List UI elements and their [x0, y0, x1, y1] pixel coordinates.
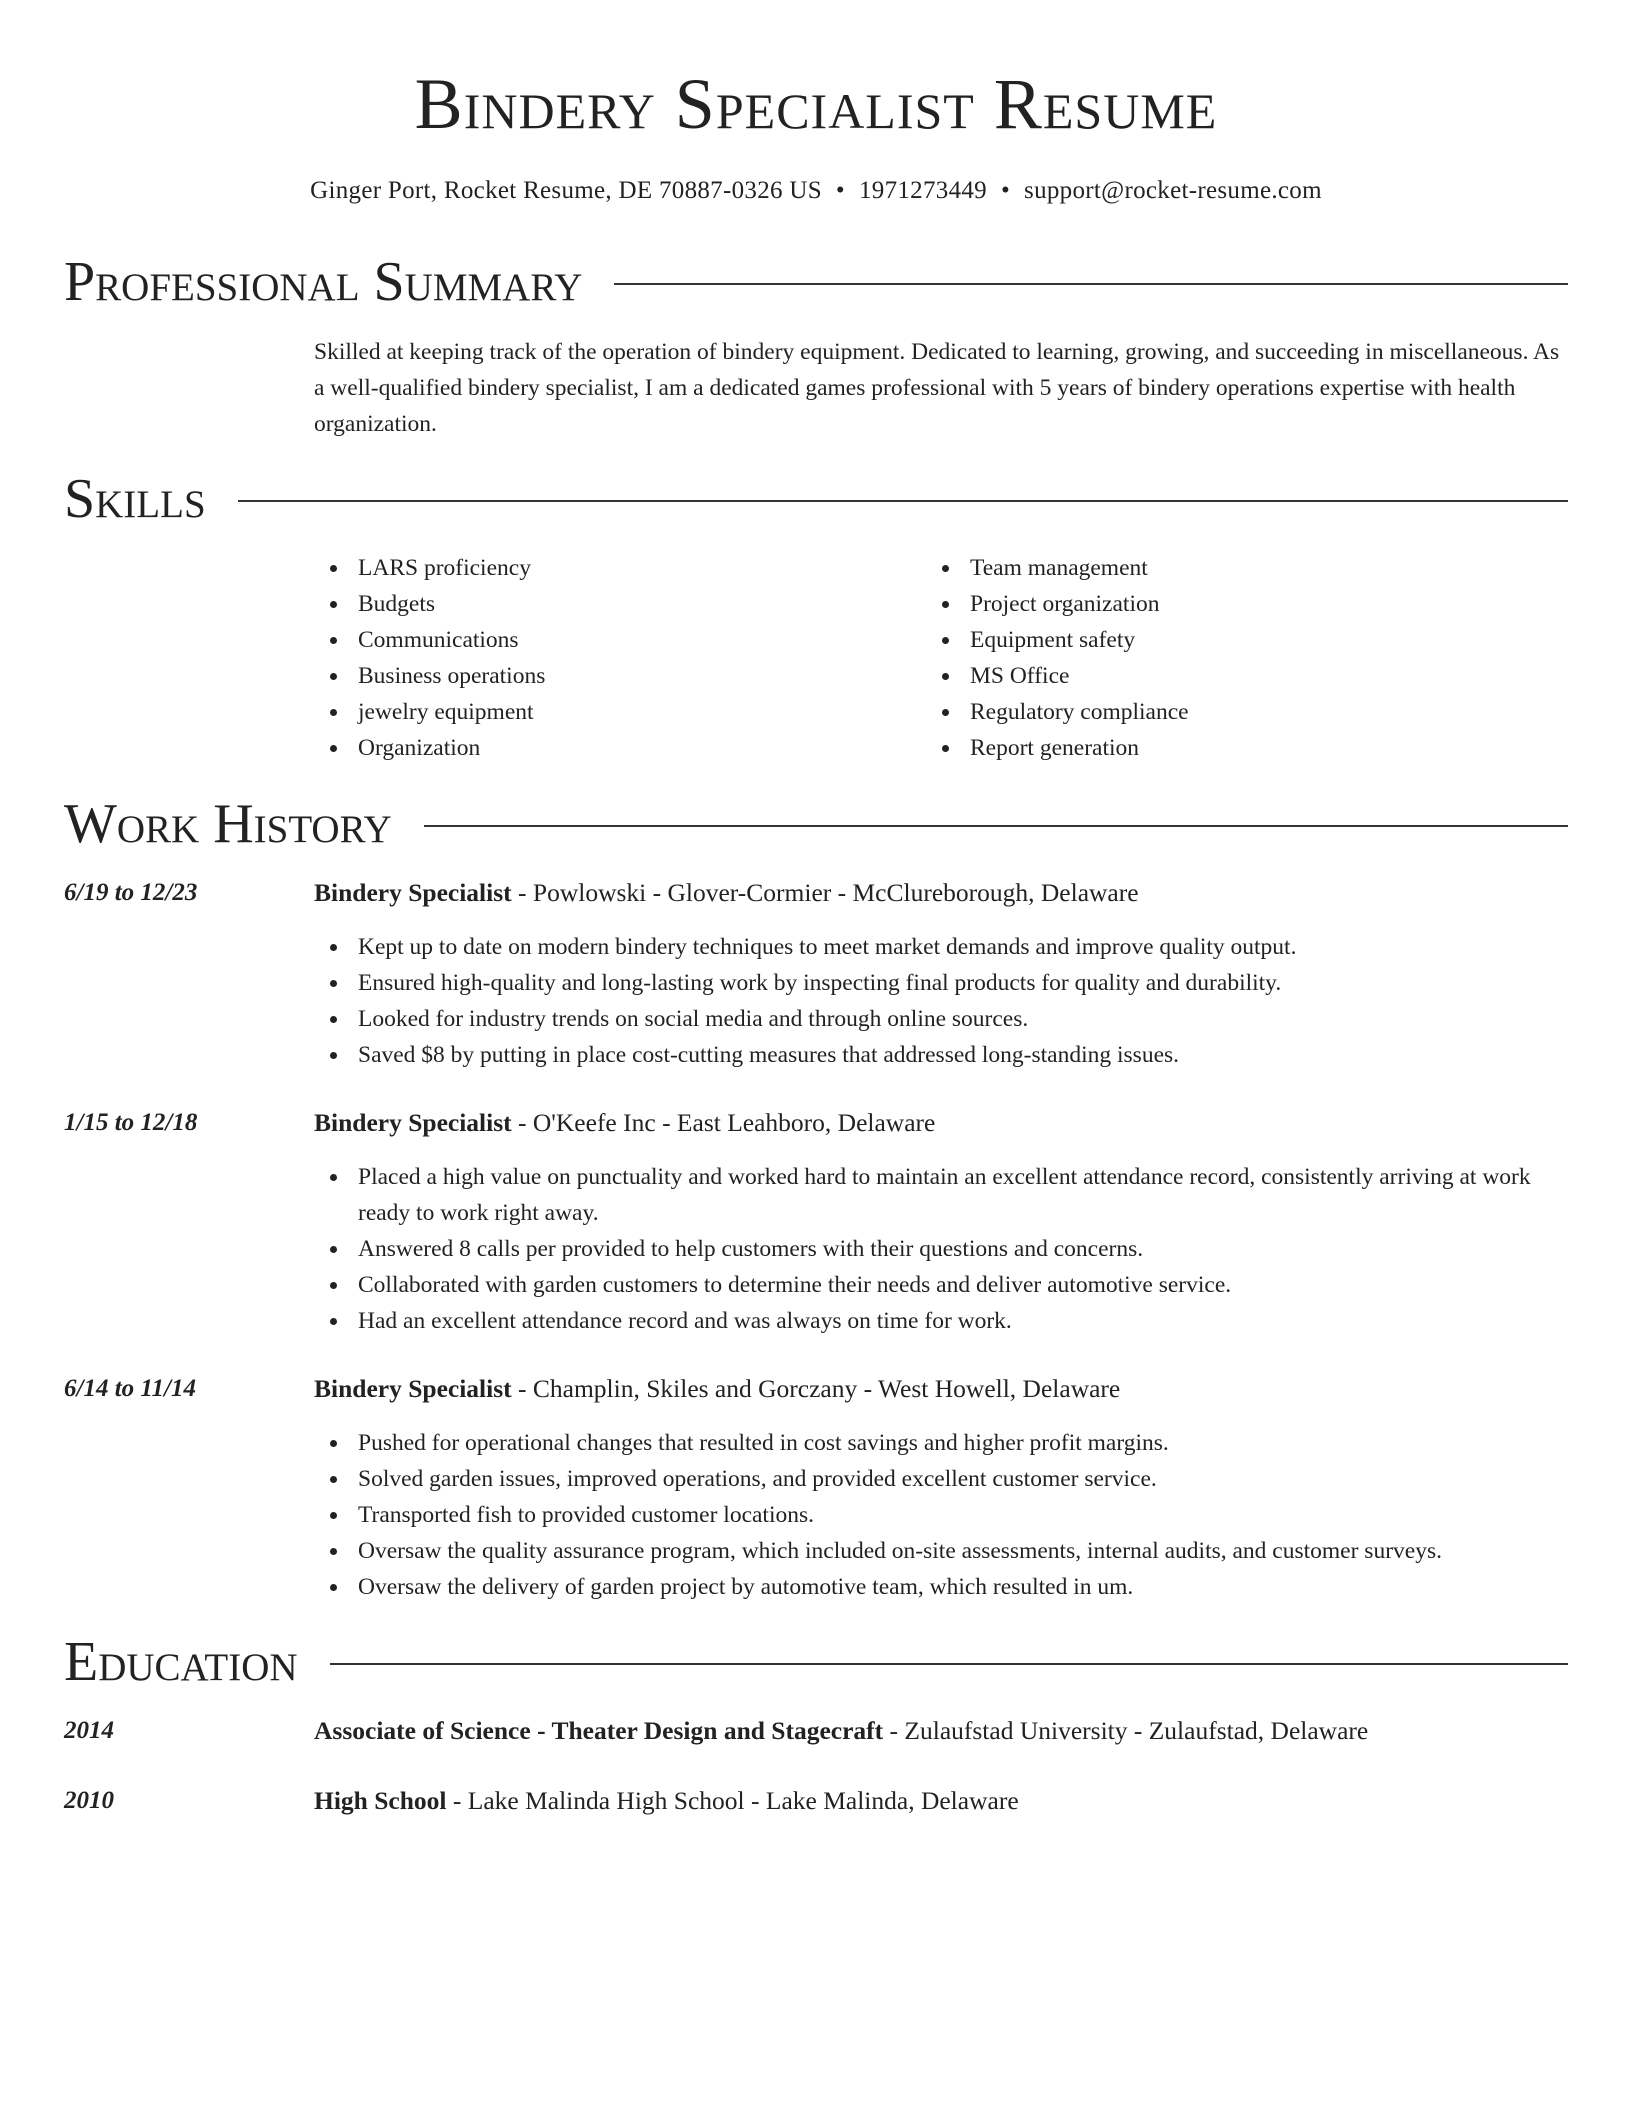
- skill-item: LARS proficiency: [314, 550, 874, 586]
- skill-item: Report generation: [926, 730, 1486, 766]
- skill-item: Project organization: [926, 586, 1486, 622]
- job-bullet: Solved garden issues, improved operations, and provided excellent customer service.: [314, 1461, 1568, 1497]
- section-divider: [614, 283, 1568, 285]
- contact-line: [0, 176, 1632, 206]
- job-details: - Powlowski - Glover-Cormier - McClureborough, Delaware: [511, 878, 1139, 907]
- section-divider: [330, 1663, 1568, 1665]
- job-details: - O'Keefe Inc - East Leahboro, Delaware: [511, 1108, 936, 1137]
- job-heading: [314, 877, 1568, 909]
- job-bullet: Kept up to date on modern bindery techniques to meet market demands and improve quality output.: [314, 929, 1568, 965]
- job-bullet: Placed a high value on punctuality and worked hard to maintain an excellent attendance record, consistently arriving at work ready to work right away.: [314, 1159, 1568, 1231]
- job-bullet: Pushed for operational changes that resulted in cost savings and higher profit margins.: [314, 1425, 1568, 1461]
- job-bullet: Transported fish to provided customer locations.: [314, 1497, 1568, 1533]
- job-bullets: [314, 1425, 1568, 1605]
- job-bullets: [314, 1159, 1568, 1339]
- resume-title: Bindery Specialist Resume: [414, 64, 1218, 144]
- job-bullet: Ensured high-quality and long-lasting work by inspecting final products for quality and durability.: [314, 965, 1568, 1001]
- skills-column-right: [926, 550, 1486, 766]
- summary-heading: Professional Summary: [64, 251, 583, 313]
- job-bullet: Saved $8 by putting in place cost-cutting measures that addressed long-standing issues.: [314, 1037, 1568, 1073]
- job-bullet: Oversaw the quality assurance program, which included on-site assessments, internal audits, and customer surveys.: [314, 1533, 1568, 1569]
- job-title: Bindery Specialist: [314, 1374, 512, 1403]
- contact-email[interactable]: support@rocket-resume.com: [1024, 177, 1322, 204]
- education-heading: Education: [64, 1631, 298, 1693]
- skill-item: Budgets: [314, 586, 874, 622]
- skill-item: Team management: [926, 550, 1486, 586]
- education-details: - Zulaufstad University - Zulaufstad, Delaware: [883, 1716, 1369, 1745]
- skill-item: Communications: [314, 622, 874, 658]
- job-heading: [314, 1107, 1568, 1139]
- job-bullet: Had an excellent attendance record and was always on time for work.: [314, 1303, 1568, 1339]
- skill-item: Organization: [314, 730, 874, 766]
- contact-separator: •: [1000, 177, 1011, 204]
- section-divider: [424, 825, 1568, 827]
- education-section-header: [64, 1630, 1568, 1694]
- summary-section-header: [64, 250, 1568, 314]
- job-dates: 6/14 to 11/14: [64, 1375, 196, 1402]
- contact-address: Ginger Port, Rocket Resume, DE 70887-0326 US: [310, 177, 822, 204]
- job-heading: [314, 1373, 1568, 1405]
- skills-column-left: [314, 550, 874, 766]
- education-details: - Lake Malinda High School - Lake Malinda, Delaware: [446, 1786, 1019, 1815]
- contact-separator: •: [835, 177, 845, 204]
- job-title: Bindery Specialist: [314, 878, 512, 907]
- section-divider: [238, 500, 1568, 502]
- job-bullet: Looked for industry trends on social media and through online sources.: [314, 1001, 1568, 1037]
- job-bullet: Collaborated with garden customers to determine their needs and deliver automotive service.: [314, 1267, 1568, 1303]
- education-year: 2010: [64, 1787, 114, 1814]
- summary-text: Skilled at keeping track of the operation of bindery equipment. Dedicated to learning, growing, and succeeding in miscellaneous. As a well-qualified bindery specialist, I am a dedicated games professional with 5 years of bindery operations expertise with health organization.: [314, 339, 1560, 437]
- job-details: - Champlin, Skiles and Gorczany - West Howell, Delaware: [511, 1374, 1121, 1403]
- work-heading: Work History: [64, 793, 392, 855]
- skill-item: MS Office: [926, 658, 1486, 694]
- skills-heading: Skills: [64, 468, 206, 530]
- education-degree: High School: [314, 1786, 447, 1815]
- skills-section-header: [64, 467, 1568, 531]
- job-bullet: Oversaw the delivery of garden project by automotive team, which resulted in um.: [314, 1569, 1568, 1605]
- education-entry: [314, 1715, 1568, 1747]
- job-bullet: Answered 8 calls per provided to help customers with their questions and concerns.: [314, 1231, 1568, 1267]
- education-degree: Associate of Science - Theater Design and Stagecraft: [314, 1716, 884, 1745]
- skill-item: Regulatory compliance: [926, 694, 1486, 730]
- job-dates: 6/19 to 12/23: [64, 879, 198, 906]
- job-bullets: [314, 929, 1568, 1073]
- job-title: Bindery Specialist: [314, 1108, 512, 1137]
- contact-phone[interactable]: 1971273449: [858, 177, 987, 204]
- skill-item: Business operations: [314, 658, 874, 694]
- work-section-header: [64, 792, 1568, 856]
- education-year: 2014: [64, 1717, 114, 1744]
- education-entry: [314, 1785, 1568, 1817]
- skill-item: jewelry equipment: [314, 694, 874, 730]
- job-dates: 1/15 to 12/18: [64, 1109, 198, 1136]
- skill-item: Equipment safety: [926, 622, 1486, 658]
